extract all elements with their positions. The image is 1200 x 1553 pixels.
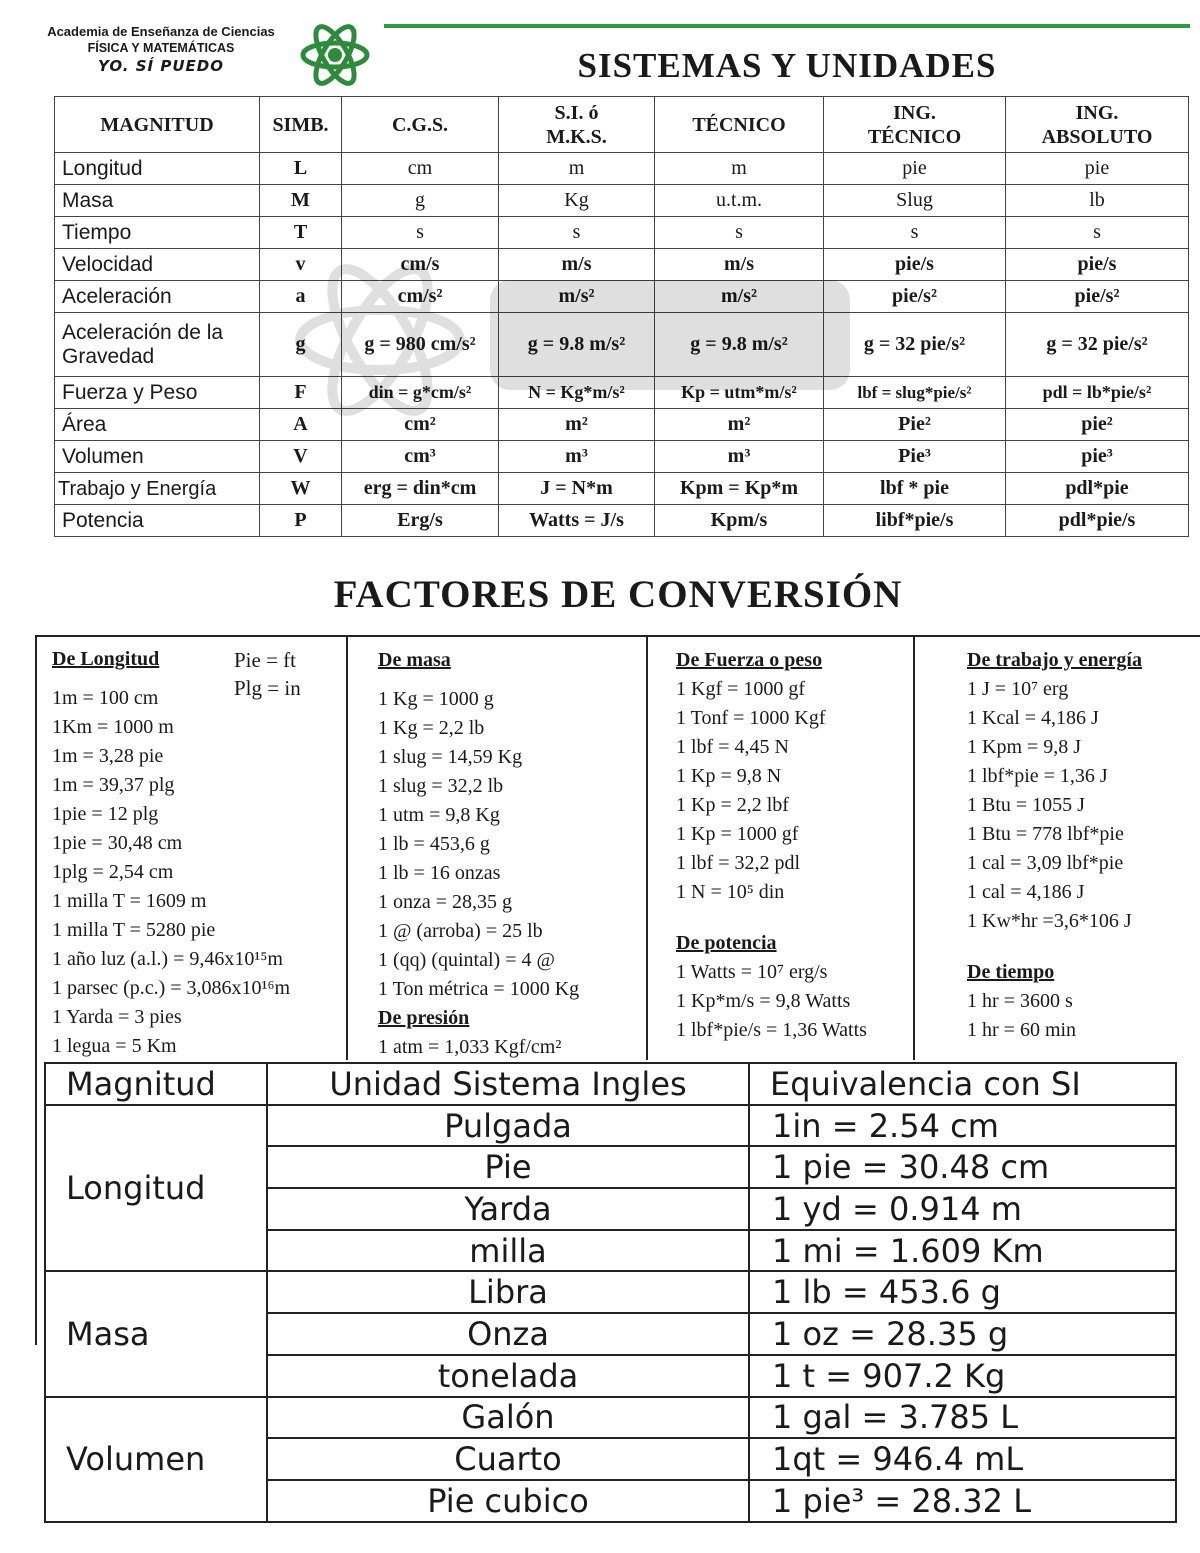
list-item: 1 Btu = 1055 J xyxy=(967,794,1085,816)
list-item: 1 lbf*pie/s = 1,36 Watts xyxy=(676,1019,867,1041)
cell-magnitud: Fuerza y Peso xyxy=(55,377,260,409)
cell-magnitud: Masa xyxy=(55,185,260,217)
group-volumen: Volumen xyxy=(45,1397,267,1522)
cell-si: m² xyxy=(499,409,655,441)
cell-ing-tecnico: Slug xyxy=(824,185,1006,217)
cell-si: N = Kg*m/s² xyxy=(499,377,655,409)
list-item: 1 (qq) (quintal) = 4 @ xyxy=(378,949,555,971)
cell-cgs: Erg/s xyxy=(342,505,499,537)
header-equivalencia: Equivalencia con SI xyxy=(749,1063,1176,1105)
cell-cgs: cm xyxy=(342,153,499,185)
list-item: 1 N = 10⁵ din xyxy=(676,881,785,903)
english-system-table xyxy=(44,1062,1177,1523)
list-item: 1 slug = 32,2 lb xyxy=(378,775,504,797)
list-item: 1 Kg = 2,2 lb xyxy=(378,717,485,739)
masa-heading: De masa xyxy=(378,649,451,671)
table-row xyxy=(55,185,1189,217)
cell-ing-tecnico: pie/s xyxy=(824,249,1006,281)
list-item: 1 atm = 1,033 Kgf/cm² xyxy=(378,1036,562,1058)
cell-magnitud: Aceleración xyxy=(55,281,260,313)
abbreviation-pie: Pie = ft xyxy=(234,648,297,672)
list-item: 1 J = 10⁷ erg xyxy=(967,678,1069,700)
cell-si: Watts = J/s xyxy=(499,505,655,537)
presion-heading: De presión xyxy=(378,1007,470,1029)
cell-ing-absoluto: s xyxy=(1006,217,1189,249)
academy-line-2: FÍSICA Y MATEMÁTICAS xyxy=(87,41,235,55)
cell-tecnico: Kpm/s xyxy=(655,505,824,537)
header-magnitud: MAGNITUD xyxy=(55,97,260,153)
equivalence-cell: 1 mi = 1.609 Km xyxy=(749,1230,1176,1272)
header-si-mks: S.I. ó M.K.S. xyxy=(499,97,655,153)
fuerza-heading: De Fuerza o peso xyxy=(676,649,823,671)
academy-name xyxy=(16,24,306,75)
cell-simbolo: A xyxy=(260,409,342,441)
cell-cgs: erg = din*cm xyxy=(342,473,499,505)
list-item: 1 milla T = 5280 pie xyxy=(52,919,216,941)
cell-si: m xyxy=(499,153,655,185)
list-item: 1 @ (arroba) = 25 lb xyxy=(378,920,543,942)
fuerza-column xyxy=(676,646,867,1045)
equivalence-cell: 1 yd = 0.914 m xyxy=(749,1188,1176,1230)
list-item: 1 hr = 60 min xyxy=(967,1019,1077,1041)
header-unidad: Unidad Sistema Ingles xyxy=(267,1063,749,1105)
table-row xyxy=(45,1397,1176,1439)
unit-cell: tonelada xyxy=(267,1355,749,1397)
cell-si: m³ xyxy=(499,441,655,473)
cell-ing-tecnico: lbf = slug*pie/s² xyxy=(824,377,1006,409)
spacer xyxy=(676,907,867,929)
cell-si: m/s xyxy=(499,249,655,281)
cell-cgs: cm³ xyxy=(342,441,499,473)
group-masa: Masa xyxy=(45,1271,267,1396)
cell-cgs: cm² xyxy=(342,409,499,441)
list-item: 1m = 100 cm xyxy=(52,687,159,709)
list-item: 1 Kp = 9,8 N xyxy=(676,765,782,787)
unit-cell: milla xyxy=(267,1230,749,1272)
list-item: 1plg = 2,54 cm xyxy=(52,861,174,883)
masa-column xyxy=(378,646,579,1062)
cell-ing-tecnico: Pie² xyxy=(824,409,1006,441)
list-item: 1 Kgf = 1000 gf xyxy=(676,678,806,700)
cell-simbolo: W xyxy=(260,473,342,505)
cell-si: m/s² xyxy=(499,281,655,313)
page-title: SISTEMAS Y UNIDADES xyxy=(577,46,997,85)
cell-simbolo: P xyxy=(260,505,342,537)
cell-ing-absoluto: pie² xyxy=(1006,409,1189,441)
cell-cgs: cm/s xyxy=(342,249,499,281)
header-magnitud: Magnitud xyxy=(45,1063,267,1105)
cell-simbolo: v xyxy=(260,249,342,281)
cell-simbolo: T xyxy=(260,217,342,249)
table-row xyxy=(55,505,1189,537)
list-item: 1m = 39,37 plg xyxy=(52,774,175,796)
trabajo-heading: De trabajo y energía xyxy=(967,649,1142,671)
cell-tecnico: m/s² xyxy=(655,281,824,313)
cell-si: s xyxy=(499,217,655,249)
academy-line-1: Academia de Enseñanza de Ciencias xyxy=(47,24,275,39)
list-item: 1 Ton métrica = 1000 Kg xyxy=(378,978,580,1000)
cell-si: J = N*m xyxy=(499,473,655,505)
cell-simbolo: L xyxy=(260,153,342,185)
cell-magnitud: Trabajo y Energía xyxy=(55,473,260,505)
list-item: 1m = 3,28 pie xyxy=(52,745,164,767)
cell-magnitud: Aceleración de la Gravedad xyxy=(55,313,260,377)
equivalence-cell: 1 pie = 30.48 cm xyxy=(749,1146,1176,1188)
list-item: 1Km = 1000 m xyxy=(52,716,174,738)
cell-tecnico: u.t.m. xyxy=(655,185,824,217)
cell-ing-tecnico: lbf * pie xyxy=(824,473,1006,505)
list-item: 1 milla T = 1609 m xyxy=(52,890,207,912)
list-item: 1 onza = 28,35 g xyxy=(378,891,513,913)
column-divider xyxy=(913,635,915,1060)
atom-logo-icon xyxy=(300,24,370,86)
units-table-header-row xyxy=(55,97,1189,153)
unit-cell: Onza xyxy=(267,1313,749,1355)
cell-ing-tecnico: g = 32 pie/s² xyxy=(824,313,1006,377)
list-item: 1 parsec (p.c.) = 3,086x10¹⁶m xyxy=(52,977,291,999)
header-simbolo: SIMB. xyxy=(260,97,342,153)
list-item: 1 Kp = 1000 gf xyxy=(676,823,799,845)
potencia-heading: De potencia xyxy=(676,932,777,954)
units-table xyxy=(54,96,1189,537)
table-row xyxy=(45,1271,1176,1313)
cell-tecnico: s xyxy=(655,217,824,249)
cell-ing-tecnico: libf*pie/s xyxy=(824,505,1006,537)
equivalence-cell: 1 lb = 453.6 g xyxy=(749,1271,1176,1313)
header-rule xyxy=(384,24,1190,28)
table-row xyxy=(55,249,1189,281)
table-row xyxy=(45,1105,1176,1147)
list-item: 1 año luz (a.l.) = 9,46x10¹⁵m xyxy=(52,948,283,970)
list-item: 1 Watts = 10⁷ erg/s xyxy=(676,961,828,983)
table-row xyxy=(55,313,1189,377)
equivalence-cell: 1 t = 907.2 Kg xyxy=(749,1355,1176,1397)
equivalence-cell: 1 oz = 28.35 g xyxy=(749,1313,1176,1355)
unit-cell: Pulgada xyxy=(267,1105,749,1147)
unit-cell: Cuarto xyxy=(267,1438,749,1480)
group-longitud: Longitud xyxy=(45,1105,267,1272)
cell-magnitud: Área xyxy=(55,409,260,441)
cell-ing-absoluto: lb xyxy=(1006,185,1189,217)
unit-cell: Pie xyxy=(267,1146,749,1188)
list-item: 1 slug = 14,59 Kg xyxy=(378,746,523,768)
header-ing-absoluto: ING. ABSOLUTO xyxy=(1006,97,1189,153)
column-divider xyxy=(646,635,648,1060)
cell-tecnico: Kpm = Kp*m xyxy=(655,473,824,505)
equivalence-cell: 1qt = 946.4 mL xyxy=(749,1438,1176,1480)
cell-simbolo: g xyxy=(260,313,342,377)
cell-simbolo: V xyxy=(260,441,342,473)
list-item: 1 Kp = 2,2 lbf xyxy=(676,794,789,816)
unit-cell: Yarda xyxy=(267,1188,749,1230)
table-row xyxy=(55,473,1189,505)
cell-ing-tecnico: pie/s² xyxy=(824,281,1006,313)
list-item: 1 cal = 3,09 lbf*pie xyxy=(967,852,1124,874)
table-row xyxy=(55,153,1189,185)
unit-cell: Libra xyxy=(267,1271,749,1313)
list-item: 1 Kw*hr =3,6*106 J xyxy=(967,910,1132,932)
list-item: 1 utm = 9,8 Kg xyxy=(378,804,500,826)
equivalence-cell: 1 pie³ = 28.32 L xyxy=(749,1480,1176,1522)
cell-tecnico: m³ xyxy=(655,441,824,473)
list-item: 1 Kcal = 4,186 J xyxy=(967,707,1099,729)
table-row xyxy=(55,441,1189,473)
cell-cgs: cm/s² xyxy=(342,281,499,313)
cell-magnitud: Volumen xyxy=(55,441,260,473)
tiempo-heading: De tiempo xyxy=(967,961,1055,983)
list-item: 1pie = 30,48 cm xyxy=(52,832,183,854)
abbreviation-note xyxy=(234,646,301,702)
cell-tecnico: m xyxy=(655,153,824,185)
conversion-title: FACTORES DE CONVERSIÓN xyxy=(333,573,903,616)
english-table-header-row xyxy=(45,1063,1176,1105)
list-item: 1 lb = 453,6 g xyxy=(378,833,490,855)
list-item: 1 hr = 3600 s xyxy=(967,990,1073,1012)
cell-ing-absoluto: pdl*pie/s xyxy=(1006,505,1189,537)
academy-slogan: YO. SÍ PUEDO xyxy=(98,57,224,75)
longitud-column xyxy=(52,645,290,1061)
list-item: 1 lb = 16 onzas xyxy=(378,862,501,884)
list-item: 1 lbf = 4,45 N xyxy=(676,736,789,758)
cell-ing-absoluto: pie/s² xyxy=(1006,281,1189,313)
cell-ing-absoluto: pie³ xyxy=(1006,441,1189,473)
list-item: 1 Kpm = 9,8 J xyxy=(967,736,1082,758)
header-tecnico: TÉCNICO xyxy=(655,97,824,153)
cell-ing-absoluto: pie/s xyxy=(1006,249,1189,281)
longitud-heading: De Longitud xyxy=(52,648,160,670)
cell-ing-absoluto: g = 32 pie/s² xyxy=(1006,313,1189,377)
spacer xyxy=(967,936,1142,958)
cell-cgs: g xyxy=(342,185,499,217)
table-row xyxy=(55,377,1189,409)
cell-simbolo: F xyxy=(260,377,342,409)
cell-tecnico: m/s xyxy=(655,249,824,281)
header-cgs: C.G.S. xyxy=(342,97,499,153)
list-item: 1 Kp*m/s = 9,8 Watts xyxy=(676,990,851,1012)
table-row xyxy=(55,217,1189,249)
list-item: 1 Btu = 778 lbf*pie xyxy=(967,823,1124,845)
cell-tecnico: g = 9.8 m/s² xyxy=(655,313,824,377)
list-item: 1 cal = 4,186 J xyxy=(967,881,1085,903)
cell-magnitud: Longitud xyxy=(55,153,260,185)
header-ing-tecnico: ING. TÉCNICO xyxy=(824,97,1006,153)
cell-si: g = 9.8 m/s² xyxy=(499,313,655,377)
cell-ing-absoluto: pdl = lb*pie/s² xyxy=(1006,377,1189,409)
table-row xyxy=(55,281,1189,313)
equivalence-cell: 1 gal = 3.785 L xyxy=(749,1397,1176,1439)
list-item: 1 legua = 5 Km xyxy=(52,1035,177,1057)
cell-ing-absoluto: pie xyxy=(1006,153,1189,185)
cell-simbolo: M xyxy=(260,185,342,217)
table-row xyxy=(55,409,1189,441)
cell-si: Kg xyxy=(499,185,655,217)
column-divider xyxy=(346,635,348,1060)
cell-ing-tecnico: pie xyxy=(824,153,1006,185)
cell-magnitud: Velocidad xyxy=(55,249,260,281)
equivalence-cell: 1in = 2.54 cm xyxy=(749,1105,1176,1147)
list-item: 1pie = 12 plg xyxy=(52,803,159,825)
list-item: 1 lbf = 32,2 pdl xyxy=(676,852,801,874)
cell-ing-tecnico: Pie³ xyxy=(824,441,1006,473)
abbreviation-plg: Plg = in xyxy=(234,676,301,700)
cell-magnitud: Potencia xyxy=(55,505,260,537)
unit-cell: Pie cubico xyxy=(267,1480,749,1522)
list-item: 1 Kg = 1000 g xyxy=(378,688,494,710)
list-item: 1 Tonf = 1000 Kgf xyxy=(676,707,826,729)
list-item: 1 Yarda = 3 pies xyxy=(52,1006,182,1028)
cell-cgs: din = g*cm/s² xyxy=(342,377,499,409)
cell-cgs: s xyxy=(342,217,499,249)
list-item: 1 lbf*pie = 1,36 J xyxy=(967,765,1108,787)
cell-tecnico: Kp = utm*m/s² xyxy=(655,377,824,409)
unit-cell: Galón xyxy=(267,1397,749,1439)
cell-simbolo: a xyxy=(260,281,342,313)
cell-cgs: g = 980 cm/s² xyxy=(342,313,499,377)
cell-magnitud: Tiempo xyxy=(55,217,260,249)
trabajo-column xyxy=(967,646,1142,1045)
cell-ing-absoluto: pdl*pie xyxy=(1006,473,1189,505)
cell-tecnico: m² xyxy=(655,409,824,441)
cell-ing-tecnico: s xyxy=(824,217,1006,249)
